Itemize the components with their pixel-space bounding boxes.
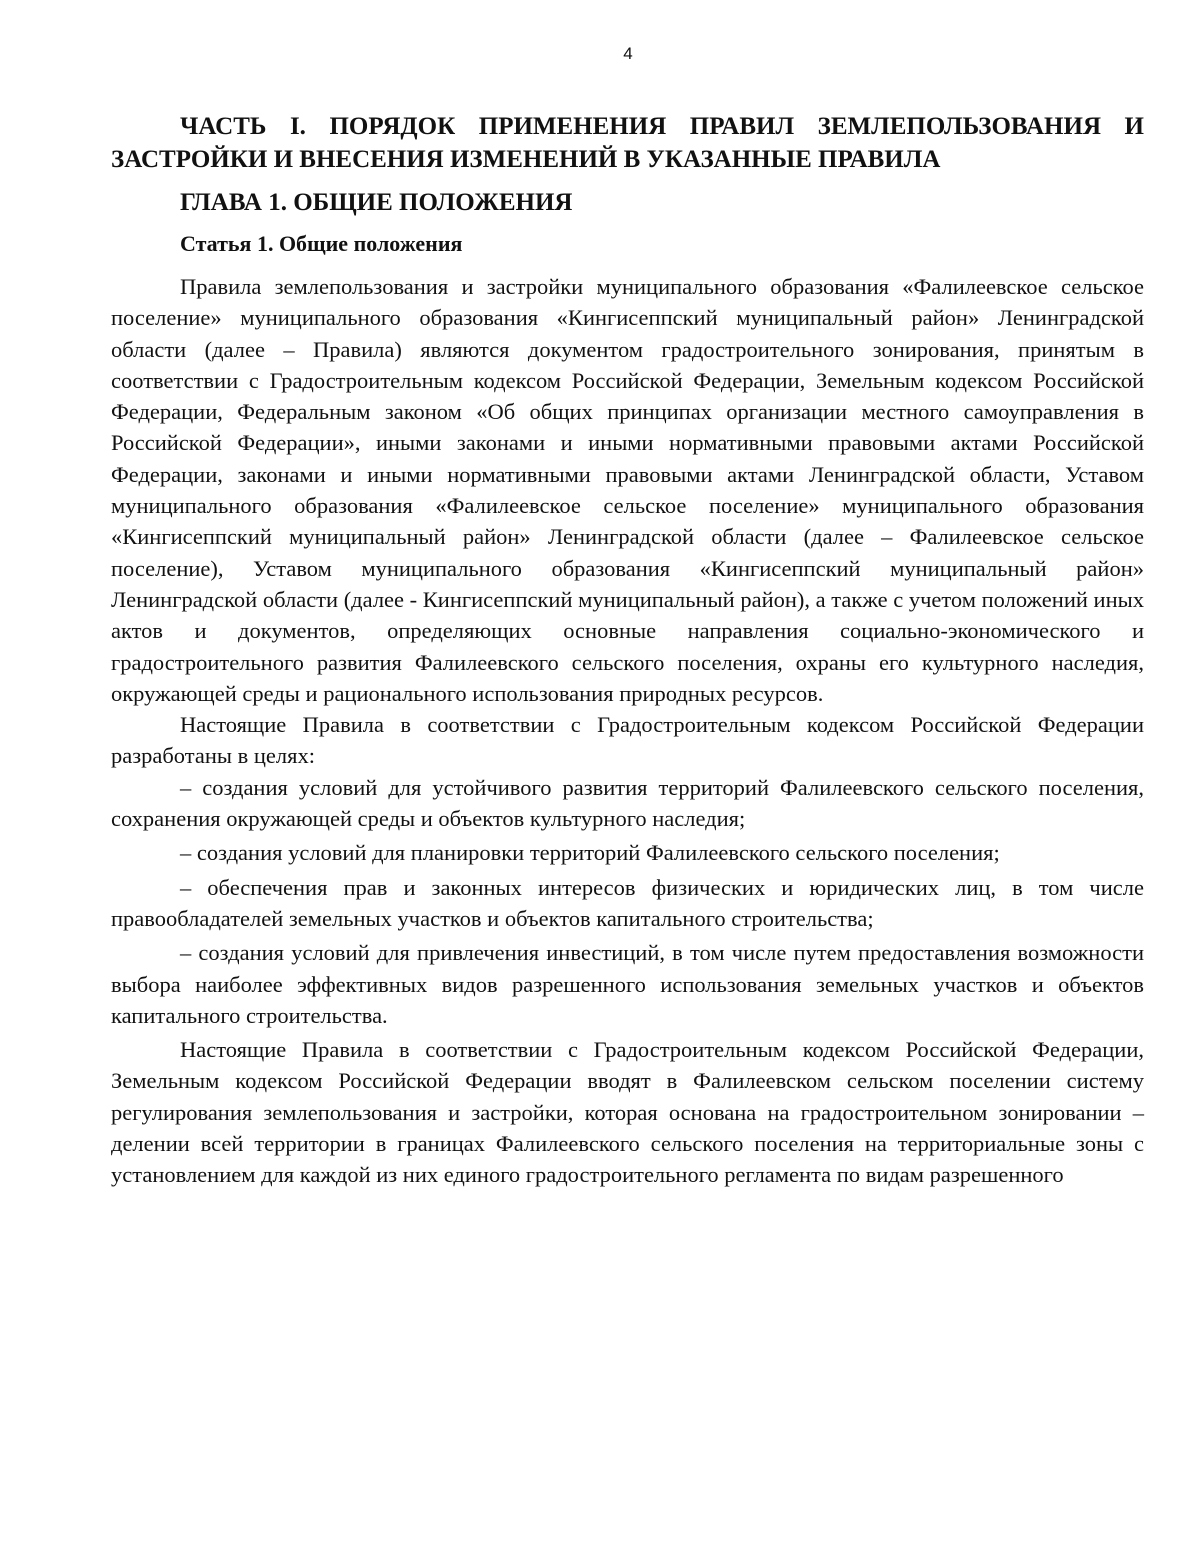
page-number: 4 <box>623 44 633 63</box>
article-heading: Статья 1. Общие положения <box>180 231 463 256</box>
paragraph-zoning: Настоящие Правила в соответствии с Градостроительным кодексом Российской Федерации, Земельным кодексом Российской Федерации вводят в Фалилеевском сельском поселении систему регулирования землепользования и застройки, которая основана на градостроительном зонировании – делении всей территории в границах Фалилеевского сельского поселения на территориальные зоны с установлением для каждой из них единого градостроительного регламента по видам разрешенного <box>111 1037 1144 1188</box>
goal-list-item: – обеспечения прав и законных интересов физических и юридических лиц, в том числе правообладателей земельных участков и объектов капитального строительства; <box>111 874 1144 931</box>
part-heading: ЧАСТЬ I. ПОРЯДОК ПРИМЕНЕНИЯ ПРАВИЛ ЗЕМЛЕПОЛЬЗОВАНИЯ И ЗАСТРОЙКИ И ВНЕСЕНИЯ ИЗМЕНЕНИЙ В УКАЗАННЫЕ ПРАВИЛА <box>111 113 1144 173</box>
goal-list-item: – создания условий для устойчивого развития территорий Фалилеевского сельского поселения, сохранения окружающей среды и объектов культурного наследия; <box>111 774 1144 832</box>
page-content <box>111 110 1144 1191</box>
goal-list-item: – создания условий для планировки территорий Фалилеевского сельского поселения; <box>180 840 1000 866</box>
chapter-heading: ГЛАВА 1. ОБЩИЕ ПОЛОЖЕНИЯ <box>180 189 573 216</box>
goal-list-item: – создания условий для привлечения инвестиций, в том числе путем предоставления возможности выбора наиболее эффективных видов разрешенного использования земельных участков и объектов капитального строительства. <box>111 940 1144 1028</box>
paragraph-intro: Правила землепользования и застройки муниципального образования «Фалилеевское сельское поселение» муниципального образования «Кингисеппский муниципальный район» Ленинградской области (далее – Правила) являются документом градостроительного зонирования, принятым в соответствии с Градостроительным кодексом Российской Федерации, Земельным кодексом Российской Федерации, Федеральным законом «Об общих принципах организации местного самоуправления в Российской Федерации», иными законами и иными нормативными правовыми актами Российской Федерации, законами и иными нормативными правовыми актами Ленинградской области, Уставом муниципального образования «Фалилеевское сельское поселение» муниципального образования «Кингисеппский муниципальный район» Ленинградской области (далее – Фалилеевское сельское поселение), Уставом муниципального образования «Кингисеппский муниципальный район» Ленинградской области (далее - Кингисеппский муниципальный район), а также с учетом положений иных актов и документов, определяющих основные направления социально-экономического и градостроительного развития Фалилеевского сельского поселения, охраны его культурного наследия, окружающей среды и рационального использования природных ресурсов. <box>111 274 1144 706</box>
paragraph-goals: Настоящие Правила в соответствии с Градостроительным кодексом Российской Федерации разработаны в целях: <box>111 712 1144 769</box>
